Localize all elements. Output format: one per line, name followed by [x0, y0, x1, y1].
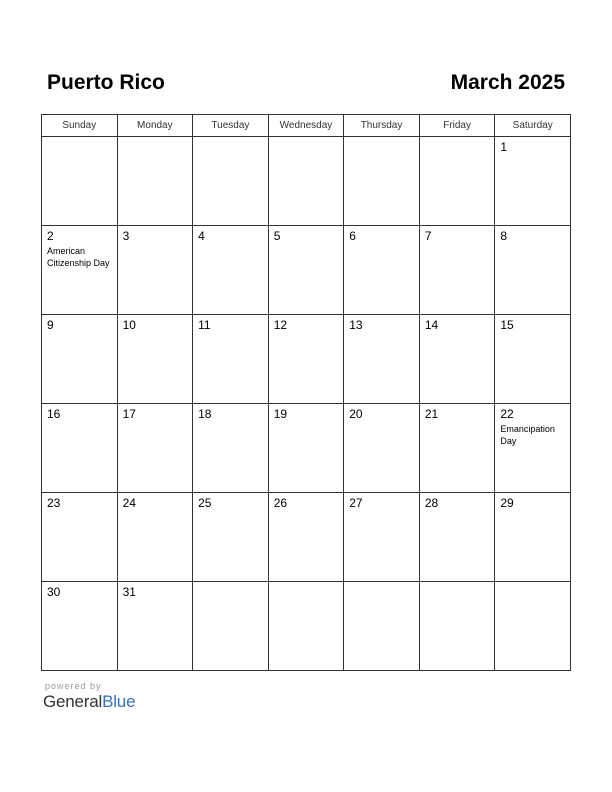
day-number: 6 [349, 229, 356, 243]
day-cell [495, 315, 571, 404]
day-number: 12 [273, 318, 288, 332]
day-number: 4 [198, 229, 205, 243]
day-number: 1 [500, 140, 508, 154]
generalblue-logo [43, 692, 135, 712]
brand-blue-text: Blue [102, 692, 136, 711]
day-cell [495, 493, 571, 582]
day-number [420, 582, 495, 586]
day-number: 2 [47, 229, 54, 243]
day-number: 26 [273, 496, 288, 510]
day-number [42, 137, 117, 141]
day-cell [344, 315, 420, 404]
day-cell [42, 315, 118, 404]
day-number: 15 [500, 318, 514, 332]
holiday-label: Emancipation Day [500, 424, 555, 446]
day-number [344, 582, 419, 586]
day-cell [268, 404, 344, 493]
day-cell [42, 582, 118, 671]
day-number: 31 [122, 585, 136, 599]
day-cell [344, 582, 420, 671]
day-number [193, 137, 268, 141]
day-number: 18 [198, 407, 212, 421]
day-number: 20 [349, 407, 363, 421]
day-cell [42, 493, 118, 582]
day-cell [193, 226, 269, 315]
day-number: 21 [424, 407, 439, 421]
day-cell [344, 404, 420, 493]
day-cell [495, 582, 571, 671]
day-number [420, 137, 495, 141]
day-cell [495, 226, 571, 315]
weekday-friday: Friday [419, 115, 495, 137]
day-number [193, 582, 268, 586]
week-row [42, 582, 571, 671]
day-cell [193, 582, 269, 671]
day-number: 17 [122, 407, 136, 421]
day-number: 19 [273, 407, 288, 421]
day-cell [42, 226, 118, 315]
day-cell [495, 404, 571, 493]
day-number [269, 582, 344, 586]
day-cell [117, 493, 193, 582]
day-number: 30 [47, 585, 61, 599]
branding [43, 681, 135, 712]
weekday-monday: Monday [117, 115, 193, 137]
day-number: 16 [47, 407, 61, 421]
day-cell [117, 315, 193, 404]
day-cell [419, 315, 495, 404]
day-cell [419, 137, 495, 226]
day-number: 3 [122, 229, 130, 243]
day-number [344, 137, 419, 141]
week-row [42, 493, 571, 582]
day-cell [419, 404, 495, 493]
day-number [118, 137, 193, 141]
day-cell [268, 315, 344, 404]
weekday-wednesday: Wednesday [268, 115, 344, 137]
weekday-tuesday: Tuesday [193, 115, 269, 137]
month-title: March 2025 [450, 71, 565, 94]
day-cell [419, 582, 495, 671]
day-number: 9 [47, 318, 54, 332]
day-cell [193, 493, 269, 582]
weekday-sunday: Sunday [42, 115, 118, 137]
calendar-grid [41, 114, 571, 671]
day-cell [193, 315, 269, 404]
weekday-thursday: Thursday [344, 115, 420, 137]
day-number [269, 137, 344, 141]
day-cell [42, 137, 118, 226]
day-cell [117, 404, 193, 493]
day-number: 29 [500, 496, 514, 510]
country-title: Puerto Rico [47, 71, 165, 94]
day-number: 10 [122, 318, 136, 332]
day-number [495, 582, 570, 586]
week-row [42, 404, 571, 493]
weekday-saturday: Saturday [495, 115, 571, 137]
day-number: 13 [349, 318, 363, 332]
day-number: 27 [349, 496, 363, 510]
day-number: 14 [424, 318, 439, 332]
day-number: 25 [198, 496, 212, 510]
day-number: 7 [424, 229, 432, 243]
holiday-label: American Citizenship Day [47, 246, 110, 268]
day-cell [42, 404, 118, 493]
day-cell [193, 137, 269, 226]
day-cell [117, 226, 193, 315]
day-cell [419, 493, 495, 582]
day-number: 22 [500, 407, 514, 421]
brand-general-text: General [43, 692, 103, 711]
day-number: 23 [47, 496, 61, 510]
day-cell [193, 404, 269, 493]
day-cell [344, 137, 420, 226]
week-row [42, 137, 571, 226]
day-cell [117, 137, 193, 226]
day-cell [344, 493, 420, 582]
day-number: 11 [198, 318, 211, 332]
day-cell [268, 493, 344, 582]
day-cell [344, 226, 420, 315]
day-number: 28 [424, 496, 439, 510]
week-row [42, 226, 571, 315]
day-cell [268, 226, 344, 315]
day-cell [495, 137, 571, 226]
weekday-header-row [42, 115, 571, 137]
day-cell [268, 137, 344, 226]
day-cell [268, 582, 344, 671]
week-row [42, 315, 571, 404]
powered-by-text: powered by [45, 681, 102, 691]
day-cell [117, 582, 193, 671]
day-number: 5 [273, 229, 281, 243]
day-cell [419, 226, 495, 315]
day-number: 24 [122, 496, 136, 510]
day-number: 8 [500, 229, 508, 243]
